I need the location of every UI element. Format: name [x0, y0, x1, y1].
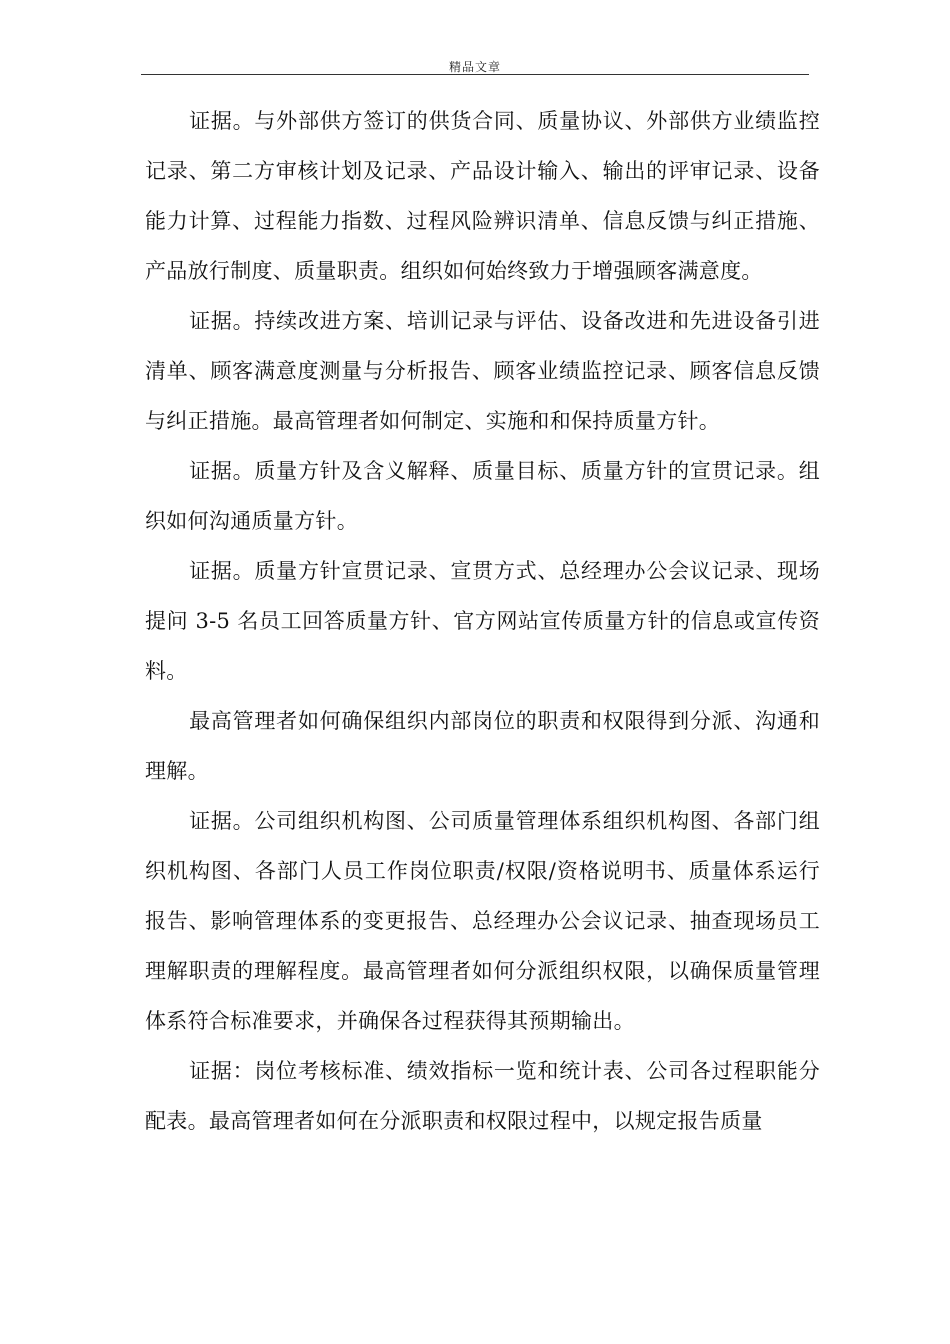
page-header — [141, 56, 809, 75]
paragraph-1: 证据。与外部供方签订的供货合同、质量协议、外部供方业绩监控记录、第二方审核计划及记录、产品设计输入、输出的评审记录、设备能力计算、过程能力指数、过程风险辨识清单、信息反馈与纠正措施、产品放行制度、质量职责。组织如何始终致力于增强顾客满意度。 — [145, 109, 820, 283]
paragraph-5: 最高管理者如何确保组织内部岗位的职责和权限得到分派、沟通和理解。 — [145, 709, 820, 783]
paragraph-7: 证据：岗位考核标准、绩效指标一览和统计表、公司各过程职能分配表。最高管理者如何在分派职责和权限过程中，以规定报告质量 — [145, 1059, 820, 1133]
paragraph-2: 证据。持续改进方案、培训记录与评估、设备改进和先进设备引进清单、顾客满意度测量与分析报告、顾客业绩监控记录、顾客信息反馈与纠正措施。最高管理者如何制定、实施和和保持质量方针。 — [145, 309, 820, 433]
header-title: 精品文章 — [448, 60, 501, 74]
paragraph-6: 证据。公司组织机构图、公司质量管理体系组织机构图、各部门组织机构图、各部门人员工作岗位职责/权限/资格说明书、质量体系运行报告、影响管理体系的变更报告、总经理办公会议记录、抽查现场员工理解职责的理解程度。最高管理者如何分派组织权限，以确保质量管理体系符合标准要求，并确保各过程获得其预期输出。 — [145, 809, 820, 1033]
document-body — [145, 96, 820, 1146]
paragraph-3: 证据。质量方针及含义解释、质量目标、质量方针的宣贯记录。组织如何沟通质量方针。 — [145, 459, 820, 533]
paragraph-4: 证据。质量方针宣贯记录、宣贯方式、总经理办公会议记录、现场提问 3-5 名员工回答质量方针、官方网站宣传质量方针的信息或宣传资料。 — [145, 559, 820, 683]
